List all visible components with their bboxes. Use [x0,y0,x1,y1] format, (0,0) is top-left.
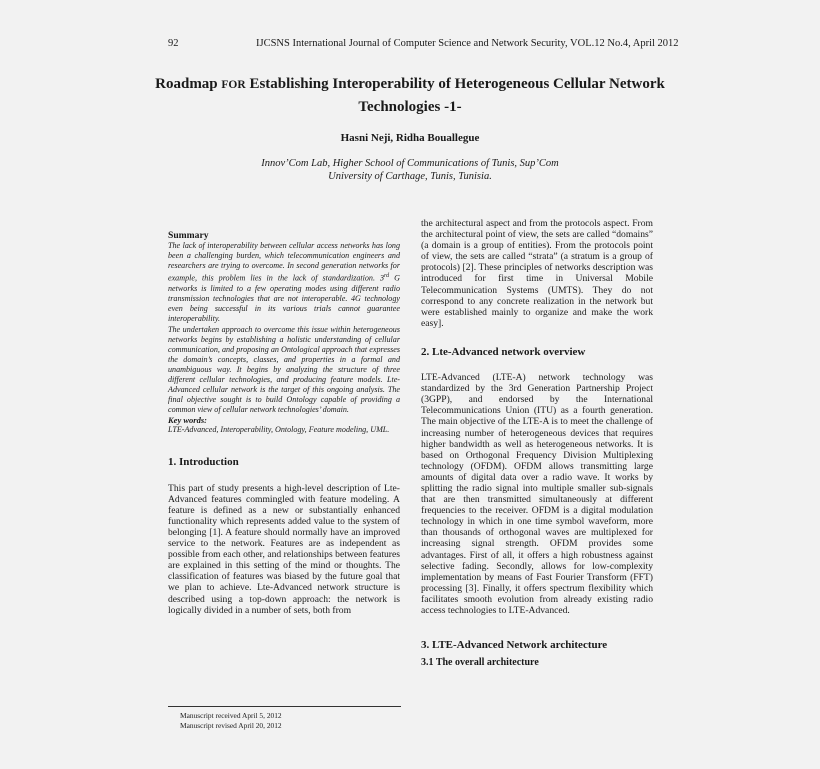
affiliation-line-2: University of Carthage, Tunis, Tunisia. [328,171,492,182]
section-2-heading: 2. Lte-Advanced network overview [421,345,586,358]
section-3-heading: 3. LTE-Advanced Network architecture [421,639,608,652]
intro-heading: 1. Introduction [168,456,239,469]
title-part-2: Establishing Interoperability of Heterogeneous Cellular Network [245,76,665,92]
right-column [421,218,653,668]
footnote-revised: Manuscript revised April 20, 2012 [180,721,282,730]
keywords-heading: Key words: [168,415,207,426]
continuation-text: the architectural aspect and from the protocols aspect. From the architectural point of view, the sets are called “domains” (a domain is a group of entities). From the protocols point of view, the sets are called “strata” (a stratum is a group of protocols) [2]. These principles of networks description was introduced for first time in Universal Mobile Telecommunication Systems (UMTS). They do not correspond to any concrete realization in the network but were established mainly to organize and make the work easy]. [421,218,653,329]
page-number: 92 [168,38,179,49]
journal-header: IJCSNS International Journal of Computer Science and Network Security, VOL.12 No.4, April 2012 [256,38,679,49]
intro-text: This part of study presents a high-level description of Lte-Advanced features commingled with feature modeling. A feature is defined as a new or substantially enhanced functionality which represents added value to the system of belonging [1]. A feature should normally have an improved service to the network. Features are as independent as possible from each other, and relationships between features are explained in this setting of the mind or thoughts. The classification of features was biased by the future goal that we plan to achieve. Lte-Advanced network structure is described using a top-down approach: the network is logically divided in a number of sets, both from [168,482,400,616]
footnotes [180,711,282,731]
title-for: FOR [221,79,246,91]
section-2-text: LTE-Advanced (LTE-A) network technology was standardized by the 3rd Generation Partnership Project (3GPP), and endorsed by the International Telecommunications Union (ITU) as a fourth generation. The main objective of the LTE-A is to meet the challenge of increasing number of heterogeneous devices that requires higher bandwidth as well as heterogeneous networks. It is based on Orthogonal Frequency Division Multiplexing technology (OFDM). OFDM allows transmitting large amounts of digital data over a radio wave. It works by splitting the radio signal into multiple smaller sub-signals that are then transmitted simultaneously at different frequencies to the receiver. OFDM is a digital modulation technology in which in one time symbol waveform, more than thousands of orthogonal waves are multiplexed for increasing signal strength. OFDM provides some advantages. First of all, it offers a high robustness against selective fading. Secondly, allows for low-complexity implementation by means of Fast Fourier Transform (FFT) processing [3]. Finally, it offers spectrum flexibility which facilitates smooth evolution from already existing radio access technologies to LTE-Advanced. [421,372,653,616]
title-part-1: Roadmap [155,76,222,92]
affiliation-line-1: Innov’Com Lab, Higher School of Communications of Tunis, Sup’Com [261,158,559,169]
keywords: LTE-Advanced, Interoperability, Ontology, Feature modeling, UML. [168,425,390,435]
title-line-2: Technologies -1- [358,99,462,115]
paper-title [140,73,680,118]
abstract-p1-post: G networks is limited to a few operating modes using different radio transmission technologies that are not interoperable. 4G technology even being successful in its various trials cannot guarantee interoperability. [168,274,401,324]
abstract-paragraph-2: The undertaken approach to overcome this issue within heterogeneous networks begins by establishing a holistic understanding of cellular communication, and proposing an Ontological approach that expresses the domain’s concepts, classes, and properties in a formal and unambiguous way. It begins by analyzing the structure of three different cellular technologies, and producing feature models. Lte-Advanced cellular network is the target of this ongoing analysis. The final objective sought is to build Ontology capable of providing a common view of cellular network technologies’ domain. [168,324,400,415]
authors: Hasni Neji, Ridha Bouallegue [340,132,480,144]
affiliation [140,157,680,183]
footnote-received: Manuscript received April 5, 2012 [180,711,282,720]
abstract-p1-pre: The lack of interoperability between cellular access networks has long been a challenging burden, which telecommunication engineers and researchers are trying to overcome. In second generation networks for example, this problem lies in the lack of standardization. 3 [168,241,400,284]
left-column [168,230,400,616]
abstract-p1-sup: rd [384,273,390,280]
abstract-heading: Summary [168,230,209,241]
footnote-rule [168,706,401,707]
abstract-paragraph-1 [168,241,400,324]
section-3-1-heading: 3.1 The overall architecture [421,657,539,669]
